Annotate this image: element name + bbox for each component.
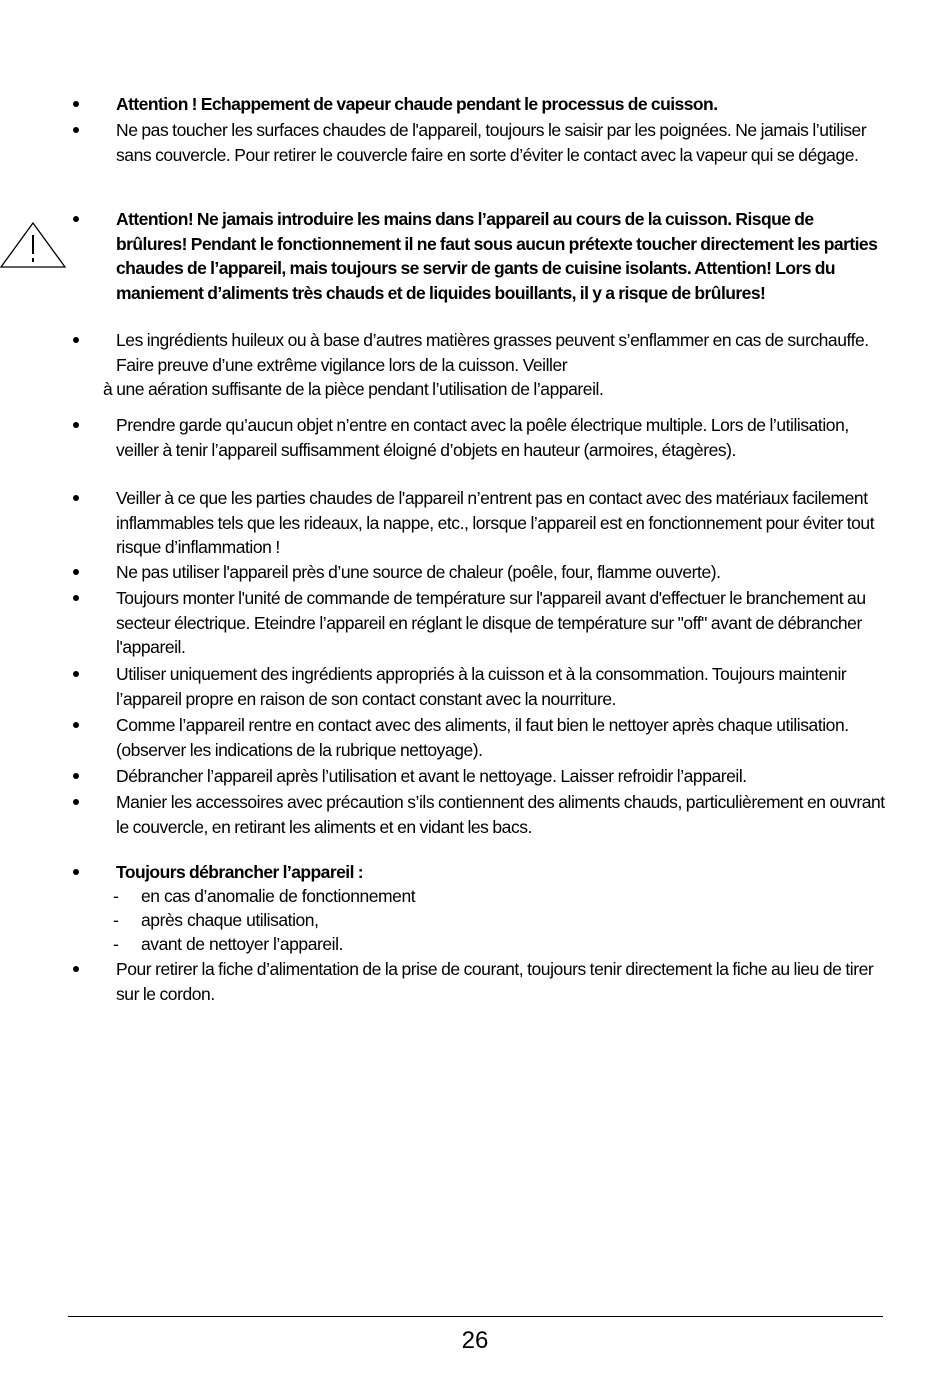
bullet-icon [71, 207, 83, 231]
bullet-icon [71, 713, 83, 737]
bullet-icon [71, 560, 83, 584]
safety-item-always-unplug: Toujours débrancher l’appareil : [116, 862, 364, 882]
list-dash: - [113, 886, 119, 906]
safety-item-temperature-control: Toujours monter l'unité de commande de température sur l'appareil avant d'effectuer le branchement au secteur électrique. Eteindre l’appareil en réglant le disque de température sur "off" avant de débrancher l'appareil. [116, 588, 866, 657]
page-number: 26 [461, 1327, 489, 1354]
list-dash: - [113, 934, 119, 954]
safety-item-oily-ingredients-line1: Les ingrédients huileux ou à base d’autres matières grasses peuvent s’enflammer en cas de surchauffe. Faire preuve d’une extrême vigilance lors de la cuisson. Veiller [116, 330, 869, 375]
bullet-icon [71, 92, 83, 116]
safety-item-heat-source: Ne pas utiliser l'appareil près d’une source de chaleur (poêle, four, flamme ouverte). [116, 562, 721, 582]
warning-triangle-icon [0, 220, 68, 270]
safety-item-burn-warning: Attention! Ne jamais introduire les mains dans l’appareil au cours de la cuisson. Risque de brûlures! Pendant le fonctionnement il ne faut sous aucun prétexte toucher directement les parties chaudes de l’appareil, mais toujours se servir de gants de cuisine isolants. Attention! Lors du maniement d’aliments très chauds et de liquides bouillants, il y a risque de brûlures! [116, 209, 878, 303]
list-dash: - [113, 910, 119, 930]
safety-item-oily-ingredients-line2: à une aération suffisante de la pièce pendant l’utilisation de l’appareil. [103, 379, 604, 399]
bullet-icon [71, 764, 83, 788]
safety-item-remove-plug: Pour retirer la fiche d’alimentation de la prise de courant, toujours tenir directement la fiche au lieu de tirer sur le cordon. [116, 959, 874, 1004]
safety-item-unplug-before-cleaning: Débrancher l’appareil après l’utilisation et avant le nettoyage. Laisser refroidir l’appareil. [116, 766, 747, 786]
safety-item-flammable-materials: Veiller à ce que les parties chaudes de l'appareil n’entrent pas en contact avec des matériaux facilement inflammables tels que les rideaux, la nappe, etc., lorsque l’appareil est en fonctionnement pour éviter tout risque d’inflammation ! [116, 488, 875, 557]
safety-item-accessories: Manier les accessoires avec précaution s’ils contiennent des aliments chauds, particulièrement en ouvrant le couvercle, en retirant les aliments et en vidant les bacs. [116, 792, 885, 837]
unplug-case-after-use: après chaque utilisation, [141, 910, 319, 930]
safety-item-oily-ingredients [103, 328, 886, 402]
safety-item-appropriate-ingredients: Utiliser uniquement des ingrédients appropriés à la cuisson et à la consommation. Toujours maintenir l’appareil propre en raison de son contact constant avec la nourriture. [116, 664, 847, 709]
safety-item-cleaning: Comme l’appareil rentre en contact avec des aliments, il faut bien le nettoyer après chaque utilisation. (observer les indications de la rubrique nettoyage). [116, 715, 849, 760]
unplug-case-malfunction: en cas d’anomalie de fonctionnement [141, 886, 416, 906]
bullet-icon [71, 860, 83, 884]
bullet-icon [71, 328, 83, 352]
bullet-icon [71, 790, 83, 814]
unplug-case-before-cleaning: avant de nettoyer l’appareil. [141, 934, 343, 954]
bullet-icon [71, 957, 83, 981]
safety-item-hot-surfaces: Ne pas toucher les surfaces chaudes de l'appareil, toujours le saisir par les poignées. Ne jamais l’utiliser sans couvercle. Pour retirer le couvercle faire en sorte d’éviter le contact avec la vapeur qui se dégage. [116, 120, 867, 165]
footer-divider [68, 1316, 883, 1317]
bullet-icon [71, 118, 83, 142]
bullet-icon [71, 586, 83, 610]
bullet-icon [71, 486, 83, 510]
bullet-icon [71, 413, 83, 437]
safety-item-objects-contact: Prendre garde qu’aucun objet n’entre en contact avec la poêle électrique multiple. Lors de l’utilisation, veiller à tenir l’appareil suffisamment éloigné d’objets en hauteur (armoires, étagères). [116, 415, 849, 460]
bullet-icon [71, 662, 83, 686]
safety-item-steam-warning: Attention ! Echappement de vapeur chaude pendant le processus de cuisson. [116, 94, 718, 114]
